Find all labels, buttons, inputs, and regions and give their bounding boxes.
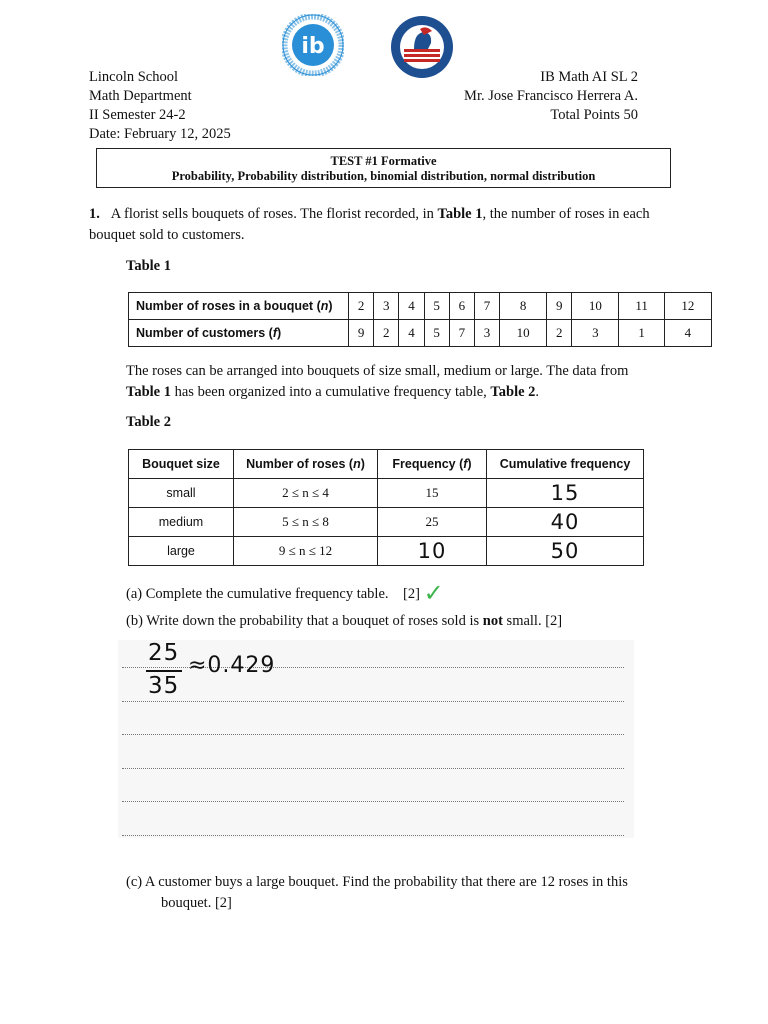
table2-range: 5 ≤ n ≤ 8	[234, 508, 378, 537]
table2-cumulative-handwritten: 40	[487, 508, 644, 537]
part-a-text: (a) Complete the cumulative frequency table.	[126, 586, 389, 602]
paragraph2-end: .	[535, 384, 540, 400]
question-text-b: , the number of roses in each	[482, 206, 650, 222]
part-a	[126, 580, 444, 605]
title-box	[96, 148, 671, 188]
table1-cell: 7	[474, 293, 499, 320]
teacher-name: Mr. Jose Francisco Herrera A.	[464, 88, 638, 104]
table1-cell: 2	[374, 320, 399, 347]
total-points: Total Points 50	[550, 107, 638, 123]
table2-header-row	[129, 450, 644, 479]
table-2	[128, 449, 644, 566]
question-number: 1.	[89, 206, 100, 222]
table1-cell: 11	[619, 293, 664, 320]
table-row	[129, 479, 644, 508]
answer-line	[122, 835, 624, 836]
ib-logo	[282, 14, 344, 76]
table2-range: 2 ≤ n ≤ 4	[234, 479, 378, 508]
answer-decimal: ≈0.429	[188, 653, 276, 678]
table2-header-frequency: Frequency (f)	[378, 450, 487, 479]
answer-line	[122, 801, 624, 802]
table2-cumulative-handwritten: 50	[487, 537, 644, 566]
table2-header-size: Bouquet size	[129, 450, 234, 479]
table1-cell: 9	[547, 293, 572, 320]
paragraph2-bold2: Table 2	[490, 384, 536, 400]
answer-line	[122, 768, 624, 769]
ib-logo-icon	[282, 14, 344, 76]
part-c-line2: bouquet. [2]	[161, 895, 232, 911]
table1-cell: 4	[664, 320, 711, 347]
table1-cell: 1	[619, 320, 664, 347]
paragraph-2	[126, 361, 726, 403]
header-right	[443, 68, 638, 125]
question-1	[89, 204, 709, 246]
school-name: Lincoln School	[89, 69, 179, 85]
table2-frequency: 25	[378, 508, 487, 537]
table2-frequency-handwritten: 10	[378, 537, 487, 566]
table1-cell: 3	[474, 320, 499, 347]
semester: II Semester 24-2	[89, 107, 186, 123]
table2-header-cumulative: Cumulative frequency	[487, 450, 644, 479]
table1-cell: 10	[572, 293, 619, 320]
part-a-marks: [2]	[403, 586, 420, 602]
table1-caption: Table 1	[126, 258, 171, 274]
question-text-line2: bouquet sold to customers.	[89, 227, 245, 243]
grading-check-icon: ✓	[423, 579, 444, 607]
table2-size: medium	[129, 508, 234, 537]
table1-row-customers	[129, 320, 712, 347]
table1-cell: 4	[399, 293, 424, 320]
table1-cell: 12	[664, 293, 711, 320]
table1-cell: 10	[500, 320, 547, 347]
table2-cumulative-handwritten: 15	[487, 479, 644, 508]
table1-cell: 3	[374, 293, 399, 320]
department: Math Department	[89, 88, 192, 104]
table2-caption: Table 2	[126, 414, 171, 430]
test-date: Date: February 12, 2025	[89, 126, 231, 142]
table1-cell: 6	[449, 293, 474, 320]
table1-cell: 5	[424, 320, 449, 347]
table-row	[129, 508, 644, 537]
table2-range: 9 ≤ n ≤ 12	[234, 537, 378, 566]
table1-cell: 2	[547, 320, 572, 347]
header-left	[89, 68, 231, 144]
table1-cell: 9	[349, 320, 374, 347]
answer-denominator: 35	[148, 673, 180, 699]
course-name: IB Math AI SL 2	[540, 69, 638, 85]
paragraph2-mid: has been organized into a cumulative frequency table,	[171, 384, 491, 400]
table2-header-roses: Number of roses (n)	[234, 450, 378, 479]
part-c-line1: (c) A customer buys a large bouquet. Find the probability that there are 12 roses in this	[126, 874, 628, 890]
table-1	[128, 292, 712, 347]
part-b	[126, 611, 562, 632]
table1-cell: 4	[399, 320, 424, 347]
table1-cell: 2	[349, 293, 374, 320]
part-c	[126, 872, 726, 914]
table2-frequency: 15	[378, 479, 487, 508]
table1-cell: 5	[424, 293, 449, 320]
paragraph2-bold1: Table 1	[126, 384, 171, 400]
part-b-bold: not	[482, 613, 503, 629]
test-topics: Probability, Probability distribution, binomial distribution, normal distribution	[171, 169, 596, 183]
table1-cell: 7	[449, 320, 474, 347]
table1-row2-label: Number of customers (f)	[129, 320, 349, 347]
table2-size: small	[129, 479, 234, 508]
table1-row-roses	[129, 293, 712, 320]
ib-logo-letters: ib	[301, 34, 325, 59]
paragraph2-line1: The roses can be arranged into bouquets of size small, medium or large. The data from	[126, 363, 629, 379]
part-b-text-b: small. [2]	[502, 613, 563, 629]
part-b-text-a: (b) Write down the probability that a bouquet of roses sold is	[126, 613, 483, 629]
answer-numerator: 25	[148, 640, 180, 666]
table-row	[129, 537, 644, 566]
table2-size: large	[129, 537, 234, 566]
answer-line	[122, 701, 624, 702]
test-title: TEST #1 Formative	[330, 154, 437, 168]
question-text-a: A florist sells bouquets of roses. The florist recorded, in	[110, 206, 438, 222]
answer-line	[122, 734, 624, 735]
question-text-bold: Table 1	[437, 206, 483, 222]
fraction-bar	[146, 670, 182, 672]
table1-cell: 8	[500, 293, 547, 320]
table1-row1-label: Number of roses in a bouquet (n)	[129, 293, 349, 320]
table1-cell: 3	[572, 320, 619, 347]
